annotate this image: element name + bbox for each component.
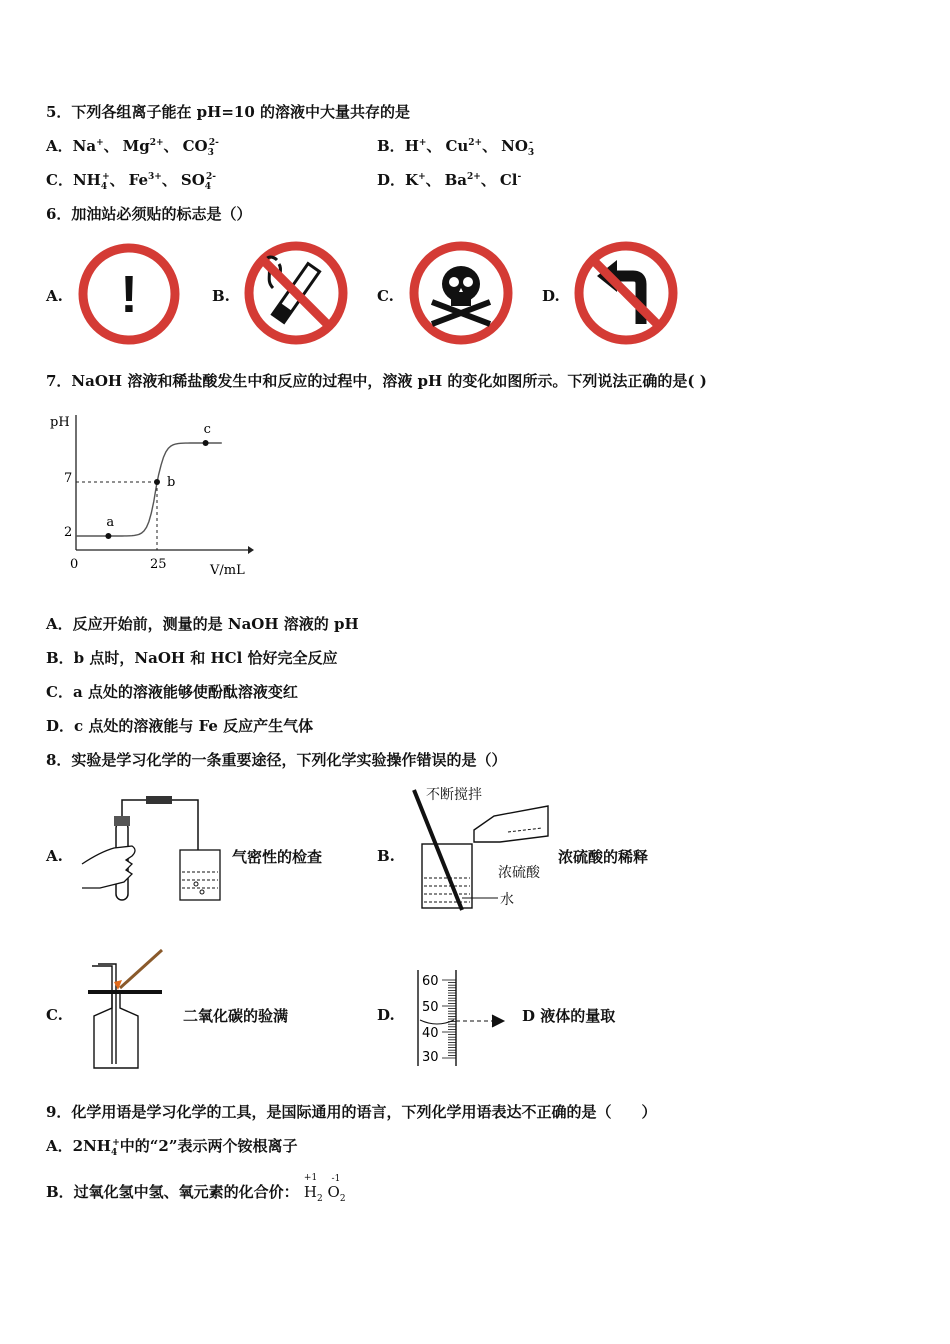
point-label-b: b [167, 475, 176, 490]
q8-caption-c: 二氧化碳的验满 [183, 1007, 289, 1025]
ion: $Ba^{2+}$、 [444, 171, 496, 189]
h-sub: 2 [317, 1194, 323, 1204]
q5-option-c[interactable] [46, 170, 220, 190]
q9a-text: 中的“2”表示两个铵根离子 [119, 1137, 298, 1155]
ion: K+、 [405, 171, 441, 189]
q5-label-a: A． [46, 137, 73, 155]
airtightness-check-figure [80, 792, 230, 912]
no-left-turn-sign-icon[interactable] [573, 240, 679, 346]
y-tick-2: 2 [64, 525, 73, 540]
q9a-sub: 4 [110, 1148, 118, 1158]
acid-label: 浓硫酸 [498, 865, 540, 881]
q6-label-a[interactable]: A. [46, 287, 63, 305]
q9-stem: 9．化学用语是学习化学的工具，是国际通用的语言，下列化学用语表达不正确的是（ ） [46, 1103, 657, 1121]
x-tick-25: 25 [150, 557, 167, 572]
ion: $Cu^{2+}$、 [445, 137, 498, 155]
q8-stem: 8．实验是学习化学的一条重要途径，下列化学实验操作错误的是（） [46, 751, 507, 769]
q9-option-b[interactable] [46, 1173, 346, 1204]
wooden-splint [120, 950, 162, 988]
ph-titration-chart [48, 410, 278, 585]
q8-caption-d: D 液体的量取 [522, 1007, 616, 1025]
co2-check-figure [78, 944, 178, 1074]
ion: Na+、 [72, 137, 119, 155]
q6-label-c[interactable]: C. [377, 287, 394, 305]
q6-stem: 6．加油站必须贴的标志是（） [46, 205, 252, 223]
graduated-cylinder-figure [412, 968, 512, 1068]
point-c [203, 440, 209, 446]
exclamation-mark: ! [120, 266, 138, 324]
delivery-tube [122, 800, 198, 852]
point-label-c: c [203, 422, 211, 437]
q7-option-d[interactable]: D．c 点处的溶液能与 Fe 反应产生气体 [46, 717, 314, 735]
q7-option-b[interactable]: B．b 点时，NaOH 和 HCl 恰好完全反应 [46, 649, 338, 667]
point-a [105, 533, 111, 539]
ion: Cl- [499, 171, 522, 189]
water-label: 水 [500, 892, 514, 908]
stopper [114, 816, 130, 826]
exclamation-warning-sign-icon[interactable] [77, 242, 181, 346]
ion: $Fe^{3+}$、 [128, 171, 177, 189]
q9b-text: B．过氧化氢中氢、氧元素的化合价： [46, 1183, 299, 1201]
ion: $SO_4^{2-}$ [180, 171, 217, 192]
q5-option-b[interactable] [377, 136, 537, 156]
q5-option-a[interactable] [46, 136, 223, 156]
q9a-sup: + [112, 1138, 120, 1148]
h-valence: +1 [303, 1173, 318, 1183]
x-axis-arrow [248, 546, 254, 554]
q8-label-a[interactable]: A. [46, 847, 63, 865]
q6-label-b[interactable]: B. [212, 287, 230, 305]
h2o2-formula [303, 1173, 346, 1204]
q5-option-d[interactable] [377, 170, 525, 190]
q5-label-c: C． [46, 171, 73, 189]
no-smoking-sign-icon[interactable] [243, 240, 349, 346]
q7-stem: 7．NaOH 溶液和稀盐酸发生中和反应的过程中，溶液 pH 的变化如图所示。下列说法正确的是( ) [46, 372, 707, 390]
o-sub: 2 [339, 1194, 346, 1204]
tick-60: 60 [422, 974, 439, 989]
q5-label-d: D． [377, 171, 406, 189]
acid-bottle [474, 806, 548, 842]
q6-label-d[interactable]: D. [542, 287, 560, 305]
ion: $NO_3^-$ [501, 137, 535, 158]
q8-caption-b: 浓硫酸的稀释 [558, 848, 649, 866]
q9-option-a[interactable] [46, 1136, 297, 1156]
q8-label-d[interactable]: D. [377, 1006, 395, 1024]
tick-40: 40 [422, 1026, 439, 1041]
q5-label-b: B． [377, 137, 405, 155]
tick-30: 30 [422, 1050, 439, 1065]
q8-label-b[interactable]: B. [377, 847, 395, 865]
point-b [154, 479, 160, 485]
q8-caption-a: 气密性的检查 [232, 848, 323, 866]
ion: $CO_3^{2-}$ [182, 137, 219, 158]
o-symbol: O [327, 1183, 340, 1201]
stir-label: 不断搅拌 [426, 787, 482, 803]
point-label-a: a [106, 515, 115, 530]
q7-option-c[interactable]: C．a 点处的溶液能够使酚酞溶液变红 [46, 683, 298, 701]
x-axis-label: V/mL [210, 563, 245, 578]
x-tick-0: 0 [70, 557, 79, 572]
meniscus [420, 1020, 454, 1024]
acid-dilution-figure [408, 786, 558, 916]
tick-50: 50 [422, 1000, 439, 1015]
h-symbol: H [303, 1183, 318, 1201]
q7-option-a[interactable]: A．反应开始前，测量的是 NaOH 溶液的 pH [46, 615, 359, 633]
y-tick-7: 7 [64, 471, 73, 486]
y-axis-label: pH [50, 415, 70, 430]
rubber-connector [146, 796, 172, 804]
q9a-formula: A．2NH [46, 1137, 111, 1155]
ion: $Mg^{2+}$、 [122, 137, 179, 155]
ph-curve [76, 443, 222, 536]
o-valence: -1 [331, 1174, 341, 1184]
q8-label-c[interactable]: C. [46, 1006, 63, 1024]
eye-icon [492, 1015, 504, 1027]
poison-skull-sign-icon[interactable] [408, 240, 514, 346]
q5-stem: 5．下列各组离子能在 pH=10 的溶液中大量共存的是 [46, 103, 410, 121]
ion: $NH_4^+$、 [72, 171, 125, 192]
ion: H+、 [404, 137, 442, 155]
